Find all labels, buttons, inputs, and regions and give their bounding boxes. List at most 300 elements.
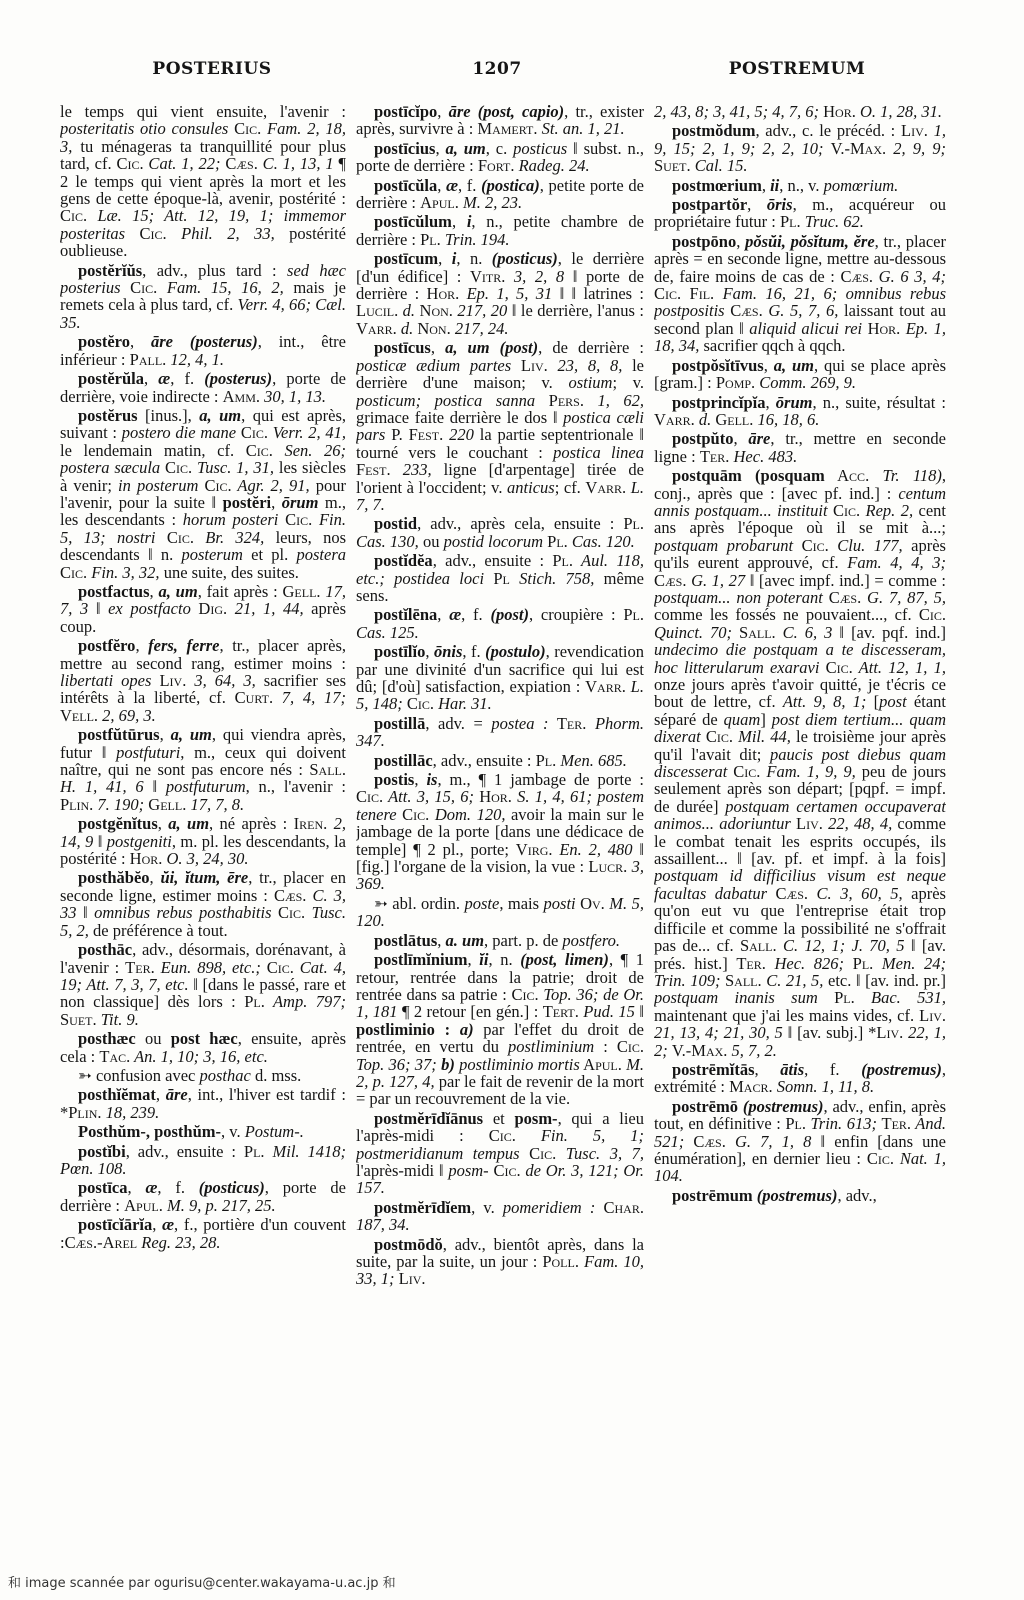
definition-text: la partie septentrionale ‖ tourné vers le couchant :	[356, 425, 644, 462]
author-abbreviation: Cic.	[488, 1126, 516, 1146]
grammar-form: ōrum	[775, 392, 813, 412]
citation-text: Tit. 9.	[96, 1009, 139, 1029]
citation-text: St. an. 1, 21.	[537, 119, 625, 139]
citation-text: paucis post diebus quam discesserat	[654, 744, 946, 782]
author-abbreviation: Non.	[419, 301, 453, 321]
citation-text: Fin. 3, 32,	[87, 562, 160, 582]
dictionary-entry	[356, 715, 644, 750]
dictionary-entry	[60, 1216, 346, 1251]
citation-text: libertati opes	[60, 671, 152, 690]
citation-text: Stich. 758,	[509, 568, 595, 588]
headword: postīcĭpo	[374, 103, 438, 121]
citation-text: post	[879, 692, 907, 712]
definition-text: , porte de derrière, voie indirecte :	[60, 369, 346, 406]
headword: postpartŏr	[672, 195, 748, 215]
definition-text: ,	[414, 770, 427, 790]
citation-text: postero die mane	[121, 423, 237, 443]
definition-text: , f.	[170, 369, 205, 389]
dictionary-entry	[60, 1067, 346, 1084]
citation-text: Br. 324,	[193, 527, 265, 547]
headword: postillāc	[374, 750, 433, 770]
grammar-form: a, um	[170, 725, 212, 745]
citation-text: pomeridiem :	[502, 1197, 596, 1217]
citation-text: C. 21, 5,	[761, 970, 824, 990]
author-abbreviation: Cic.	[356, 787, 384, 807]
citation-text: Fam. 15, 16, 2,	[157, 278, 284, 298]
headword: postĭbi	[78, 1141, 126, 1161]
citation-text: ostium	[568, 373, 613, 393]
author-abbreviation: Hor.	[426, 284, 460, 304]
author-abbreviation: Pomp.	[715, 373, 756, 393]
citation-text: Top. 36; 37;	[356, 1054, 442, 1074]
author-abbreviation: Cæs.-Arel	[64, 1232, 138, 1252]
grammar-form: ātis	[780, 1059, 805, 1079]
citation-text: sed hæc posterius	[60, 260, 346, 298]
headword: postĭlēna	[374, 605, 438, 625]
definition-text: et	[483, 1108, 515, 1128]
definition-text: , n.	[488, 950, 521, 970]
citation-text: postliminium	[508, 1037, 595, 1057]
headword: Posthŭm-, posthŭm-	[78, 1122, 222, 1142]
arrow-icon: ➳	[374, 893, 388, 913]
citation-text: 5, 7, 2.	[727, 1040, 777, 1060]
dictionary-entry	[60, 370, 346, 405]
dictionary-entry	[356, 1110, 644, 1197]
author-abbreviation: Cic.	[406, 694, 435, 714]
citation-text: 3, 64, 3,	[186, 671, 256, 690]
definition-text: , f.	[462, 642, 486, 662]
definition-text: ‖ [av. prés. hist.]	[654, 936, 946, 973]
citation-text: Verr. 2, 41,	[268, 423, 346, 443]
citation-text: M. 2, p. 127, 4,	[356, 1054, 644, 1091]
definition-text: sacrifier ses intérêts à la liberté, cf.	[60, 671, 346, 708]
dictionary-entry	[60, 637, 346, 724]
citation-text: 2, 69, 3.	[98, 705, 156, 725]
right-column	[654, 103, 946, 1565]
dictionary-entry	[654, 394, 946, 429]
citation-text: Dom. 120,	[429, 804, 506, 824]
grammar-form: (postremus)	[861, 1059, 942, 1079]
definition-text: , adv. =	[425, 713, 492, 733]
citation-text: 12, 4, 1.	[166, 349, 225, 369]
definition-text: , adv., ensuite :	[125, 1141, 244, 1161]
grammar-form: is	[426, 770, 438, 790]
author-abbreviation: Plin.	[60, 794, 94, 814]
definition-text: , adv., désormais, dorénavant, à l'avenir :	[60, 940, 346, 977]
headword: postrēmum	[672, 1185, 753, 1205]
dictionary-entry	[356, 515, 644, 550]
citation-text: G. 1, 27	[686, 570, 746, 590]
definition-text: même sens.	[356, 568, 644, 605]
dictionary-entry	[60, 333, 346, 368]
definition-text: , mais	[499, 893, 544, 913]
dictionary-entry	[60, 1179, 346, 1214]
author-abbreviation: Pl.	[780, 212, 801, 232]
citation-text: postquam id difficilius visum est neque facultas dabatur	[654, 866, 946, 903]
citation-text: centum annis postquam... instituit	[654, 483, 946, 520]
definition-text: , m., ¶ 1 jambage de porte :	[437, 770, 644, 790]
grammar-form: ŭi, ĭtum, ēre	[160, 868, 249, 888]
definition-text: de préférence à tout.	[88, 920, 228, 940]
definition-text: postérité oublieuse.	[60, 223, 346, 261]
citation-text: posti	[543, 893, 576, 913]
citation-text: Comm. 269, 9.	[755, 373, 857, 393]
definition-text: après coup.	[60, 599, 346, 636]
headword: postmœrium	[672, 175, 762, 195]
citation-text: poste	[464, 893, 500, 913]
dictionary-entry	[60, 815, 346, 867]
author-abbreviation: Ter.	[548, 713, 587, 733]
definition-text: le derrière d'une maison; v.	[356, 355, 644, 393]
citation-text: Aul. 118, etc.; postidea loci	[356, 551, 644, 588]
left-column	[60, 103, 346, 1565]
definition-text: ,	[733, 429, 749, 449]
definition-text: ,	[144, 369, 159, 389]
author-abbreviation: Liv.	[511, 355, 548, 375]
headword: postĕri	[222, 492, 272, 512]
definition-text: , de derrière :	[538, 338, 644, 358]
grammar-form: a, um (post)	[445, 338, 539, 358]
headword: posm-	[514, 1108, 558, 1128]
grammar-form: æ	[158, 369, 171, 389]
definition-text: ‖ [av. pqf. ind.]	[832, 622, 946, 642]
grammar-form: i	[466, 212, 472, 232]
citation-text: Bac. 531,	[854, 988, 946, 1008]
citation-text: 17, 7, 3	[60, 581, 346, 619]
scan-credit: 和 image scannée par ogurisu@center.wakayama-u.ac.jp 和	[8, 1576, 396, 1591]
dictionary-entry	[654, 1187, 946, 1204]
citation-text: Men. 24; Trin. 109;	[654, 953, 946, 990]
citation-text: postliminio mortis	[454, 1054, 580, 1074]
dictionary-entry	[60, 869, 346, 939]
citation-text: Tusc. 3, 7,	[556, 1143, 644, 1163]
citation-text: Amp. 797;	[264, 992, 346, 1012]
author-abbreviation: Hor.	[129, 849, 163, 869]
headword: postīcŭlum	[374, 212, 452, 232]
grammar-form: a. um	[445, 930, 485, 950]
headword: postĕro	[78, 332, 130, 352]
author-abbreviation: Fort.	[477, 156, 515, 176]
right-guide-word: POSTREMUM	[728, 59, 866, 79]
citation-text: postid locorum	[443, 531, 544, 551]
citation-text: Postum-.	[244, 1122, 304, 1142]
author-abbreviation: Cic.	[236, 423, 268, 443]
definition-text: , m. pl. les descendants, la postérité :	[60, 831, 346, 869]
headword: postprincĭpĭa	[672, 392, 766, 412]
citation-text: L. 7, 7.	[356, 477, 644, 514]
headword: postlātus	[374, 930, 438, 950]
author-abbreviation: Pl.	[244, 992, 265, 1012]
citation-text: posterum	[181, 545, 243, 565]
author-abbreviation: Cæs.	[724, 301, 763, 321]
grammar-form: (posticus)	[491, 249, 558, 269]
author-abbreviation: Varr.	[585, 477, 627, 497]
grammar-form: fers, ferre	[148, 636, 220, 656]
author-abbreviation: Curt.	[234, 688, 274, 708]
citation-text: G. 5, 7, 6,	[762, 301, 839, 321]
grammar-form: a, um	[158, 581, 198, 601]
headword: postlīmĭnium	[374, 950, 468, 970]
citation-text: posteritatis otio consules	[60, 119, 229, 139]
headword: postquām (posquam	[672, 466, 825, 486]
author-abbreviation: Amm.	[222, 386, 261, 406]
definition-text: ,	[159, 725, 171, 745]
author-abbreviation: Cæs.	[822, 587, 862, 607]
citation-text: 3, 369.	[356, 857, 644, 894]
citation-text: Radeg. 24.	[514, 156, 590, 176]
headword: postīcius	[374, 138, 436, 158]
citation-text: d.	[396, 318, 418, 338]
definition-text: ,	[430, 338, 446, 358]
grammar-form: i	[451, 249, 457, 269]
author-abbreviation: Cic.	[511, 984, 539, 1004]
citation-text: Læ. 15; Att. 12, 19, 1; immemor posteritas	[60, 206, 346, 243]
definition-text: le temps qui vient ensuite, l'avenir :	[60, 103, 346, 121]
author-abbreviation: Cæs.	[225, 154, 258, 174]
definition-text: , m., acquéreur ou propriétaire futur :	[654, 195, 946, 232]
citation-text: Sen. 26; postera sæcula	[60, 440, 346, 478]
grammar-form: a, um	[445, 138, 486, 158]
dictionary-entry	[356, 1199, 644, 1234]
definition-text: , adv., bientôt après, dans la suite, par la suite, un jour :	[356, 1234, 644, 1271]
citation-text: in posterum	[118, 475, 199, 495]
headword: postīcŭla	[374, 175, 438, 195]
author-abbreviation: Varr.	[654, 409, 695, 429]
citation-text: pomœrium.	[823, 175, 899, 195]
definition-text: ou	[418, 531, 444, 551]
definition-text: , tr., exister après, survivre à :	[356, 103, 644, 139]
definition-text: , adv., c. le précéd. :	[755, 121, 902, 141]
definition-text: etc. ‖ [av. ind. pr.]	[823, 970, 946, 990]
citation-text: postquam certamen occupaverat animos... adoriuntur	[654, 796, 946, 834]
definition-text: , adv., après cela, ensuite :	[417, 514, 624, 534]
author-abbreviation: Cæs.	[840, 266, 874, 286]
definition-text: ,	[736, 231, 746, 251]
citation-text: Rep. 2,	[860, 500, 914, 520]
dictionary-entry	[60, 407, 346, 581]
citation-text: 7, 4, 17;	[273, 688, 346, 708]
headword: postīcĭārĭa	[78, 1215, 153, 1235]
citation-text: Hec. 483.	[729, 446, 798, 466]
citation-text: S. 1, 4, 61; postem tenere	[356, 787, 644, 824]
definition-text: ‖ subst. n., porte de derrière :	[356, 138, 644, 176]
definition-text: sacrifier qqch à qqch.	[699, 336, 846, 356]
author-abbreviation: Pall.	[129, 349, 167, 369]
author-abbreviation: Cæs.	[767, 883, 809, 903]
definition-text: ,	[129, 332, 151, 352]
dictionary-entry	[654, 1098, 946, 1185]
citation-text: posm-	[448, 1160, 489, 1180]
author-abbreviation: Varr.	[356, 318, 397, 338]
headword: postrēmĭtās	[672, 1059, 755, 1079]
author-abbreviation: Cic.	[616, 1037, 644, 1057]
definition-text: , ensuite, après cela :	[60, 1029, 346, 1066]
headword: postĕrus	[78, 405, 138, 425]
definition-text: avoir la main sur le jambage de la porte [dans une dédicace de temple] ¶ 2 pl., porte;	[356, 804, 644, 859]
author-abbreviation: Sall.	[725, 970, 762, 990]
definition-text: ‖ [fig.] l'organe de la vision, la vue :	[356, 839, 644, 877]
citation-text: M. 5, 120.	[356, 893, 644, 931]
dictionary-entry	[654, 103, 946, 120]
author-abbreviation: Tert.	[542, 1002, 579, 1022]
author-abbreviation: Cæs.	[273, 885, 307, 905]
citation-text: 22, 48, 4,	[822, 814, 893, 834]
author-abbreviation: Cic.	[700, 727, 733, 747]
grammar-form: ōnis	[433, 642, 463, 662]
definition-text: ‖ ‖ latrines :	[552, 284, 644, 304]
definition-text: ,	[438, 249, 452, 269]
author-abbreviation: Apul.	[579, 1054, 622, 1074]
citation-text: 21, 13, 4; 21, 30, 5	[654, 1023, 783, 1043]
author-abbreviation: Cic.	[228, 119, 262, 139]
grammar-form: (postremus)	[752, 1185, 838, 1205]
author-abbreviation: Liv.	[151, 671, 187, 690]
headword: post hæc	[170, 1029, 238, 1049]
citation-text: Agr. 2, 91,	[231, 475, 310, 495]
author-abbreviation: Cæs.	[693, 1131, 726, 1151]
headword: postis	[374, 770, 415, 790]
headword: postgĕnĭtus	[78, 814, 158, 834]
definition-text: ‖ porte de derrière :	[356, 266, 644, 304]
citation-text: posticus	[513, 138, 568, 158]
headword: postpŏsĭtīvus	[672, 355, 764, 375]
definition-text: ,	[451, 212, 467, 232]
definition-text: leurs, nos descendants ‖ n.	[60, 527, 346, 565]
dictionary-entry	[654, 196, 946, 231]
definition-text: ,	[763, 355, 774, 375]
definition-text: et pl.	[242, 545, 297, 565]
citation-text: Clu. 177,	[828, 535, 903, 555]
definition-text: , n., petite chambre de derrière :	[356, 212, 644, 249]
citation-text: postfuturi	[116, 742, 181, 762]
author-abbreviation: Apul.	[420, 193, 459, 213]
definition-text: , adv.,	[837, 1185, 877, 1205]
citation-text: 17, 7, 8.	[186, 794, 245, 814]
headword: postfĕro	[78, 636, 136, 656]
author-abbreviation: Cic.	[125, 223, 167, 243]
citation-text: d.	[694, 409, 716, 429]
definition-text: , adv., ensuite :	[432, 551, 553, 571]
citation-text: 18, 239.	[101, 1102, 160, 1122]
citation-text: de Or. 3, 121; Or. 157.	[356, 1160, 644, 1198]
definition-text: le lendemain matin, cf.	[60, 440, 246, 460]
headword: postpŭto	[672, 429, 734, 449]
headword: postmĕrīdĭānus	[374, 1108, 484, 1128]
citation-text: Eun. 898, etc.;	[154, 957, 267, 977]
definition-text: , f.	[461, 605, 491, 625]
headword: posthæc	[78, 1029, 136, 1049]
author-abbreviation: Iren.	[293, 814, 328, 834]
author-abbreviation: Pl.	[817, 988, 855, 1008]
citation-text: Har. 31.	[434, 694, 492, 714]
author-abbreviation: Lucr.	[588, 857, 628, 877]
author-abbreviation: Acc.	[824, 466, 870, 486]
grammar-form: (postulo)	[485, 642, 546, 662]
citation-text: anticus	[507, 477, 555, 497]
author-abbreviation: Liv.	[919, 1005, 946, 1025]
author-abbreviation: Vell.	[60, 705, 99, 725]
citation-text: postica linea	[553, 442, 644, 462]
definition-text: ,	[437, 175, 447, 195]
author-abbreviation: Gell.	[148, 794, 187, 814]
author-abbreviation: Cic.	[60, 562, 88, 582]
citation-text: 23, 8, 8,	[547, 355, 623, 375]
definition-text: par l'effet du droit de rentrée, en vertu du	[356, 1019, 644, 1057]
definition-text: :	[594, 1037, 617, 1057]
citation-text: postea :	[491, 713, 549, 733]
citation-text: Trin. 613;	[805, 1114, 882, 1134]
grammar-form: a, um	[168, 814, 210, 834]
definition-text: , petite porte de derrière :	[356, 175, 644, 213]
definition-text: ,	[152, 1215, 163, 1235]
grammar-form: ōrum	[281, 492, 319, 512]
definition-text: , conj., après que : [avec pf. ind.] :	[654, 466, 946, 503]
citation-text: 1, 9, 15; 2, 1, 9; 2, 2, 10;	[654, 121, 946, 158]
author-abbreviation: V.-Max.	[830, 138, 887, 158]
author-abbreviation: Cic.	[155, 527, 194, 547]
author-abbreviation: Poll.	[542, 1252, 579, 1271]
citation-text: C. 3, 33	[60, 885, 346, 923]
dictionary-entry	[654, 1061, 946, 1096]
headword: posthăbĕo	[78, 868, 150, 888]
definition-text: , n., suite, résultat :	[812, 392, 946, 412]
author-abbreviation: Ter.	[736, 953, 766, 973]
dictionary-entry	[356, 213, 644, 248]
author-abbreviation: Pl	[484, 568, 510, 588]
grammar-form: æ	[162, 1215, 175, 1235]
definition-text: , f.	[457, 175, 482, 195]
definition-text: ‖	[143, 777, 166, 797]
dictionary-entry	[356, 103, 644, 138]
definition-text: , fait après :	[197, 581, 283, 601]
definition-text: , n., l'avenir :	[245, 777, 346, 797]
definition-text: ‖ enfin [dans une énumération], en dernier lieu :	[654, 1131, 946, 1168]
dictionary-entry	[60, 941, 346, 1028]
dictionary-entry	[356, 606, 644, 641]
citation-text: 187, 34.	[356, 1215, 410, 1235]
definition-text: ,	[761, 175, 771, 195]
citation-text: postica cæli pars	[356, 407, 644, 445]
author-abbreviation: Cic.	[60, 206, 88, 226]
definition-text: , tr., placer après, mettre au second rang, estimer moins :	[60, 636, 346, 673]
definition-text: ‖	[93, 831, 107, 851]
citation-text: Fam. 10, 33, 1;	[356, 1252, 644, 1289]
definition-text: mais je remets cela à plus tard, cf.	[60, 278, 346, 315]
author-abbreviation: Pl.	[852, 953, 874, 973]
citation-text: Ep. 1, 5, 31	[459, 284, 553, 304]
author-abbreviation: Sall.	[739, 936, 777, 956]
definition-text: d. mss.	[250, 1065, 302, 1085]
definition-text: le troisième jour après qu'il l'avait dit;	[654, 727, 946, 764]
citation-text: d.	[398, 301, 420, 321]
definition-text: étant séparé de	[654, 692, 946, 729]
author-abbreviation: Varr.	[585, 677, 626, 696]
citation-text: C. 1, 13, 1	[257, 154, 334, 174]
citation-text: O. 3, 24, 30.	[162, 849, 249, 869]
definition-text: ,	[271, 492, 282, 512]
citation-text: Quinct. 70;	[654, 622, 740, 642]
author-abbreviation: P. Fest.	[385, 425, 444, 445]
dictionary-entry	[654, 430, 946, 465]
citation-text: postera	[296, 545, 346, 565]
author-abbreviation: Pl.	[420, 229, 441, 249]
author-abbreviation: Pl.	[552, 551, 573, 571]
citation-text: post diem tertium... quam dixerat	[654, 709, 946, 747]
author-abbreviation: Liv.	[901, 121, 928, 141]
author-abbreviation: Cic.	[519, 1143, 557, 1163]
citation-text: G. 6 3, 4;	[873, 266, 946, 286]
citation-text: M. 9, p. 217, 25.	[162, 1195, 276, 1215]
